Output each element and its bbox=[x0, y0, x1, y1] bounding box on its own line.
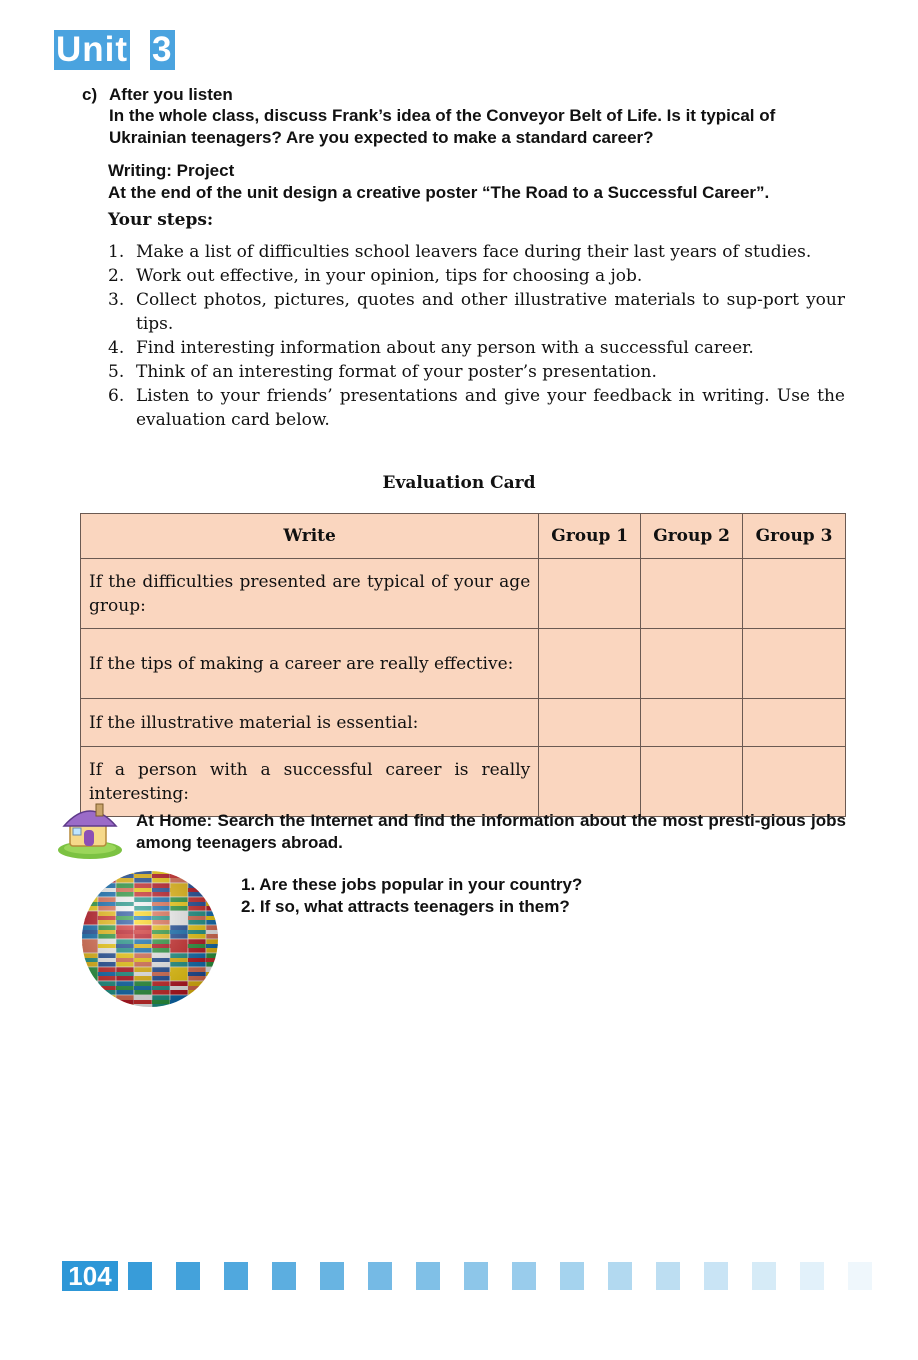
question-item: 1. Are these jobs popular in your country? bbox=[241, 875, 583, 894]
footer-square bbox=[656, 1262, 680, 1290]
section-c-body: In the whole class, discuss Frank’s idea of the Conveyor Belt of Life. Is it typical of Ukrainian teenagers? Are you expected to make a standard career? bbox=[109, 106, 776, 147]
footer-square bbox=[800, 1262, 824, 1290]
group-3-cell[interactable] bbox=[743, 699, 846, 747]
table-header-row bbox=[81, 514, 846, 559]
header-write: Write bbox=[81, 514, 539, 559]
step-item bbox=[108, 336, 845, 360]
step-number: 1. bbox=[108, 242, 125, 262]
footer-square bbox=[176, 1262, 200, 1290]
page-number: 104 bbox=[62, 1261, 118, 1291]
evaluation-card-title: Evaluation Card bbox=[382, 473, 536, 493]
criterion-cell: If the difficulties presented are typical of your age group: bbox=[81, 559, 539, 629]
table-row bbox=[81, 747, 846, 817]
group-1-cell[interactable] bbox=[539, 699, 641, 747]
at-home-text: At Home: Search the Internet and find the information about the most presti-gious jobs among teenagers abroad. bbox=[136, 811, 846, 852]
table-row bbox=[81, 699, 846, 747]
footer-square bbox=[128, 1262, 152, 1290]
step-text: Find interesting information about any person with a successful career. bbox=[136, 338, 754, 358]
question-item: 2. If so, what attracts teenagers in them? bbox=[241, 897, 570, 916]
header-group-2: Group 2 bbox=[641, 514, 743, 559]
group-2-cell[interactable] bbox=[641, 559, 743, 629]
group-3-cell[interactable] bbox=[743, 629, 846, 699]
step-number: 2. bbox=[108, 266, 125, 286]
footer-square bbox=[464, 1262, 488, 1290]
footer-square bbox=[512, 1262, 536, 1290]
steps-list bbox=[108, 240, 845, 432]
house-icon bbox=[56, 800, 124, 860]
footer-square bbox=[224, 1262, 248, 1290]
footer-square bbox=[848, 1262, 872, 1290]
page-footer bbox=[62, 1261, 118, 1291]
step-item bbox=[108, 288, 845, 336]
footer-square bbox=[560, 1262, 584, 1290]
unit-word: Unit bbox=[56, 30, 129, 69]
group-2-cell[interactable] bbox=[641, 747, 743, 817]
group-1-cell[interactable] bbox=[539, 559, 641, 629]
section-c-title: After you listen bbox=[109, 85, 233, 104]
group-2-cell[interactable] bbox=[641, 629, 743, 699]
group-3-cell[interactable] bbox=[743, 559, 846, 629]
group-1-cell[interactable] bbox=[539, 747, 641, 817]
footer-square bbox=[368, 1262, 392, 1290]
questions-list bbox=[241, 874, 582, 918]
step-number: 5. bbox=[108, 362, 125, 382]
step-number: 6. bbox=[108, 386, 125, 406]
footer-square bbox=[752, 1262, 776, 1290]
footer-square bbox=[608, 1262, 632, 1290]
step-text: Listen to your friends’ presentations and give your feedback in writing. Use the evaluation card below. bbox=[136, 386, 845, 430]
criterion-cell: If a person with a successful career is really interesting: bbox=[81, 747, 539, 817]
table-row bbox=[81, 559, 846, 629]
unit-badge bbox=[54, 30, 175, 70]
step-text: Make a list of difficulties school leavers face during their last years of studies. bbox=[136, 242, 812, 262]
criterion-cell: If the tips of making a career are really effective: bbox=[81, 629, 539, 699]
footer-square bbox=[704, 1262, 728, 1290]
table-row bbox=[81, 629, 846, 699]
step-number: 3. bbox=[108, 290, 125, 310]
header-group-3: Group 3 bbox=[743, 514, 846, 559]
unit-number: 3 bbox=[152, 30, 173, 69]
section-c-label: c) bbox=[82, 85, 98, 104]
step-item bbox=[108, 264, 845, 288]
footer-square bbox=[272, 1262, 296, 1290]
group-3-cell[interactable] bbox=[743, 747, 846, 817]
group-2-cell[interactable] bbox=[641, 699, 743, 747]
footer-square bbox=[320, 1262, 344, 1290]
writing-task: At the end of the unit design a creative poster “The Road to a Successful Career”. bbox=[108, 183, 770, 202]
header-group-1: Group 1 bbox=[539, 514, 641, 559]
criterion-cell: If the illustrative material is essential: bbox=[81, 699, 539, 747]
evaluation-card-table bbox=[80, 513, 846, 817]
group-1-cell[interactable] bbox=[539, 629, 641, 699]
step-text: Work out effective, in your opinion, tips for choosing a job. bbox=[136, 266, 643, 286]
step-number: 4. bbox=[108, 338, 125, 358]
step-item bbox=[108, 240, 845, 264]
steps-title: Your steps: bbox=[108, 210, 214, 230]
step-item bbox=[108, 384, 845, 432]
step-item bbox=[108, 360, 845, 384]
flags-globe-icon bbox=[80, 869, 220, 1009]
step-text: Collect photos, pictures, quotes and other illustrative materials to sup-port your tips. bbox=[136, 290, 845, 334]
writing-project bbox=[108, 160, 853, 204]
footer-square bbox=[416, 1262, 440, 1290]
writing-heading: Writing: Project bbox=[108, 161, 235, 180]
step-text: Think of an interesting format of your poster’s presentation. bbox=[136, 362, 657, 382]
